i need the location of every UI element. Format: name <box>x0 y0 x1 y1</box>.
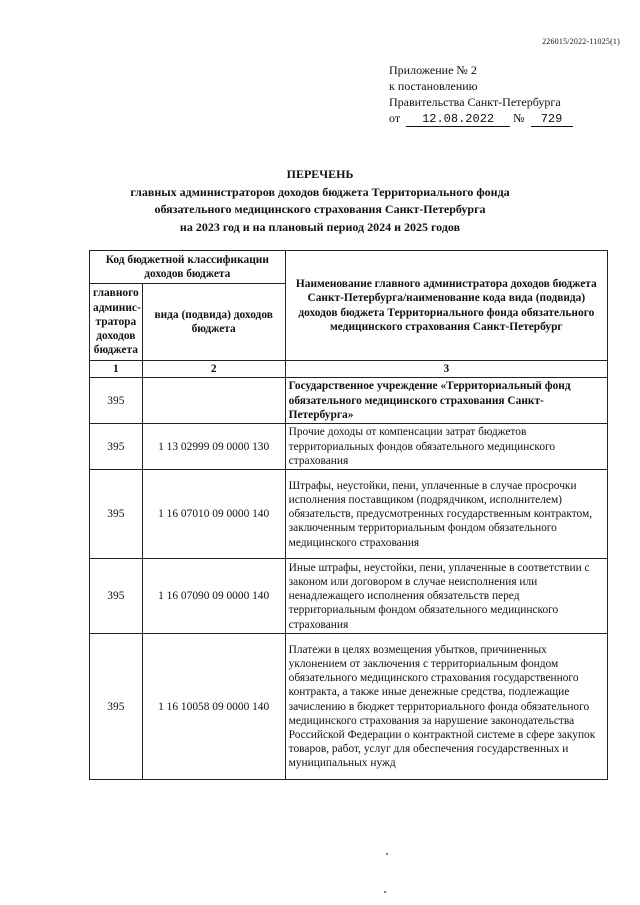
resolution-number: 729 <box>531 113 573 127</box>
revenue-name-cell: Прочие доходы от компенсации затрат бюджетов территориальных фондов обязательного медицинского страхования <box>285 424 607 470</box>
appendix-date-line <box>389 110 609 127</box>
document-code: 226015/2022-11025(1) <box>542 37 620 46</box>
revenue-code-cell <box>142 378 285 424</box>
admin-code-cell: 395 <box>90 424 143 470</box>
header-name-column: Наименование главного администратора доходов бюджета Санкт-Петербурга/наименование кода вида (подвида) доходов бюджета Территориального фонда обязательного медицинского страхования Санкт-Петербург <box>285 251 607 361</box>
table-row <box>90 378 608 424</box>
document-title <box>90 166 550 236</box>
table-row <box>90 470 608 559</box>
revenue-name-cell: Государственное учреждение «Территориальный фонд обязательного медицинского страхования Санкт-Петербурга» <box>285 378 607 424</box>
title-line-3: на 2023 год и на плановый период 2024 и 2025 годов <box>179 219 461 234</box>
appendix-line-1: Приложение № 2 <box>389 63 477 77</box>
revenue-code-cell: 1 16 10058 09 0000 140 <box>142 634 285 780</box>
header-code-group: Код бюджетной классификации доходов бюджета <box>90 251 286 284</box>
header-admin-column: главного админис-тратора доходов бюджета <box>90 284 143 361</box>
resolution-date: 12.08.2022 <box>406 113 510 127</box>
revenue-name-cell: Платежи в целях возмещения убытков, причиненных уклонением от заключения с территориальным фондом обязательного медицинского страхования государственного контракта, а также иные денежные средства, подлежащие зачислению в бюджет территориального фонда обязательного медицинского страхования за нарушение законодательства Российской Федерации о контрактной системе в сфере закупок товаров, работ, услуг для обеспечения государственных и муниципальных нужд <box>285 634 607 780</box>
title-heading: ПЕРЕЧЕНЬ <box>286 167 354 181</box>
title-line-1: главных администраторов доходов бюджета Территориального фонда <box>130 184 510 199</box>
revenue-code-cell: 1 16 07090 09 0000 140 <box>142 559 285 634</box>
revenue-code-cell: 1 16 07010 09 0000 140 <box>142 470 285 559</box>
from-label: от <box>389 111 401 125</box>
number-label: № <box>513 111 525 125</box>
table-header-row-1 <box>90 251 608 284</box>
table-row <box>90 634 608 780</box>
appendix-line-2: к постановлению <box>389 79 478 93</box>
scan-speck <box>384 891 386 893</box>
header-type-column: вида (подвида) доходов бюджета <box>142 284 285 361</box>
table-row <box>90 424 608 470</box>
title-line-2: обязательного медицинского страхования Санкт-Петербурга <box>154 202 486 216</box>
scan-speck <box>386 853 388 855</box>
column-number-1: 1 <box>90 361 143 378</box>
revenue-name-cell: Штрафы, неустойки, пени, уплаченные в случае просрочки исполнения поставщиком (подрядчиком, исполнителем) обязательств, предусмотренных государственным контрактом, заключенным территориальным фондом обязательного медицинского страхования <box>285 470 607 559</box>
admin-code-cell: 395 <box>90 470 143 559</box>
revenue-table <box>89 250 608 780</box>
appendix-block <box>389 62 609 127</box>
revenue-name-cell: Иные штрафы, неустойки, пени, уплаченные в соответствии с законом или договором в случае неисполнения или ненадлежащего исполнения обязательств перед территориальным фондом обязательного медицинского страхования <box>285 559 607 634</box>
column-number-3: 3 <box>285 361 607 378</box>
column-number-2: 2 <box>142 361 285 378</box>
admin-code-cell: 395 <box>90 559 143 634</box>
table-row <box>90 559 608 634</box>
admin-code-cell: 395 <box>90 634 143 780</box>
appendix-line-3: Правительства Санкт-Петербурга <box>389 95 561 109</box>
revenue-code-cell: 1 13 02999 09 0000 130 <box>142 424 285 470</box>
admin-code-cell: 395 <box>90 378 143 424</box>
table-number-row <box>90 361 608 378</box>
